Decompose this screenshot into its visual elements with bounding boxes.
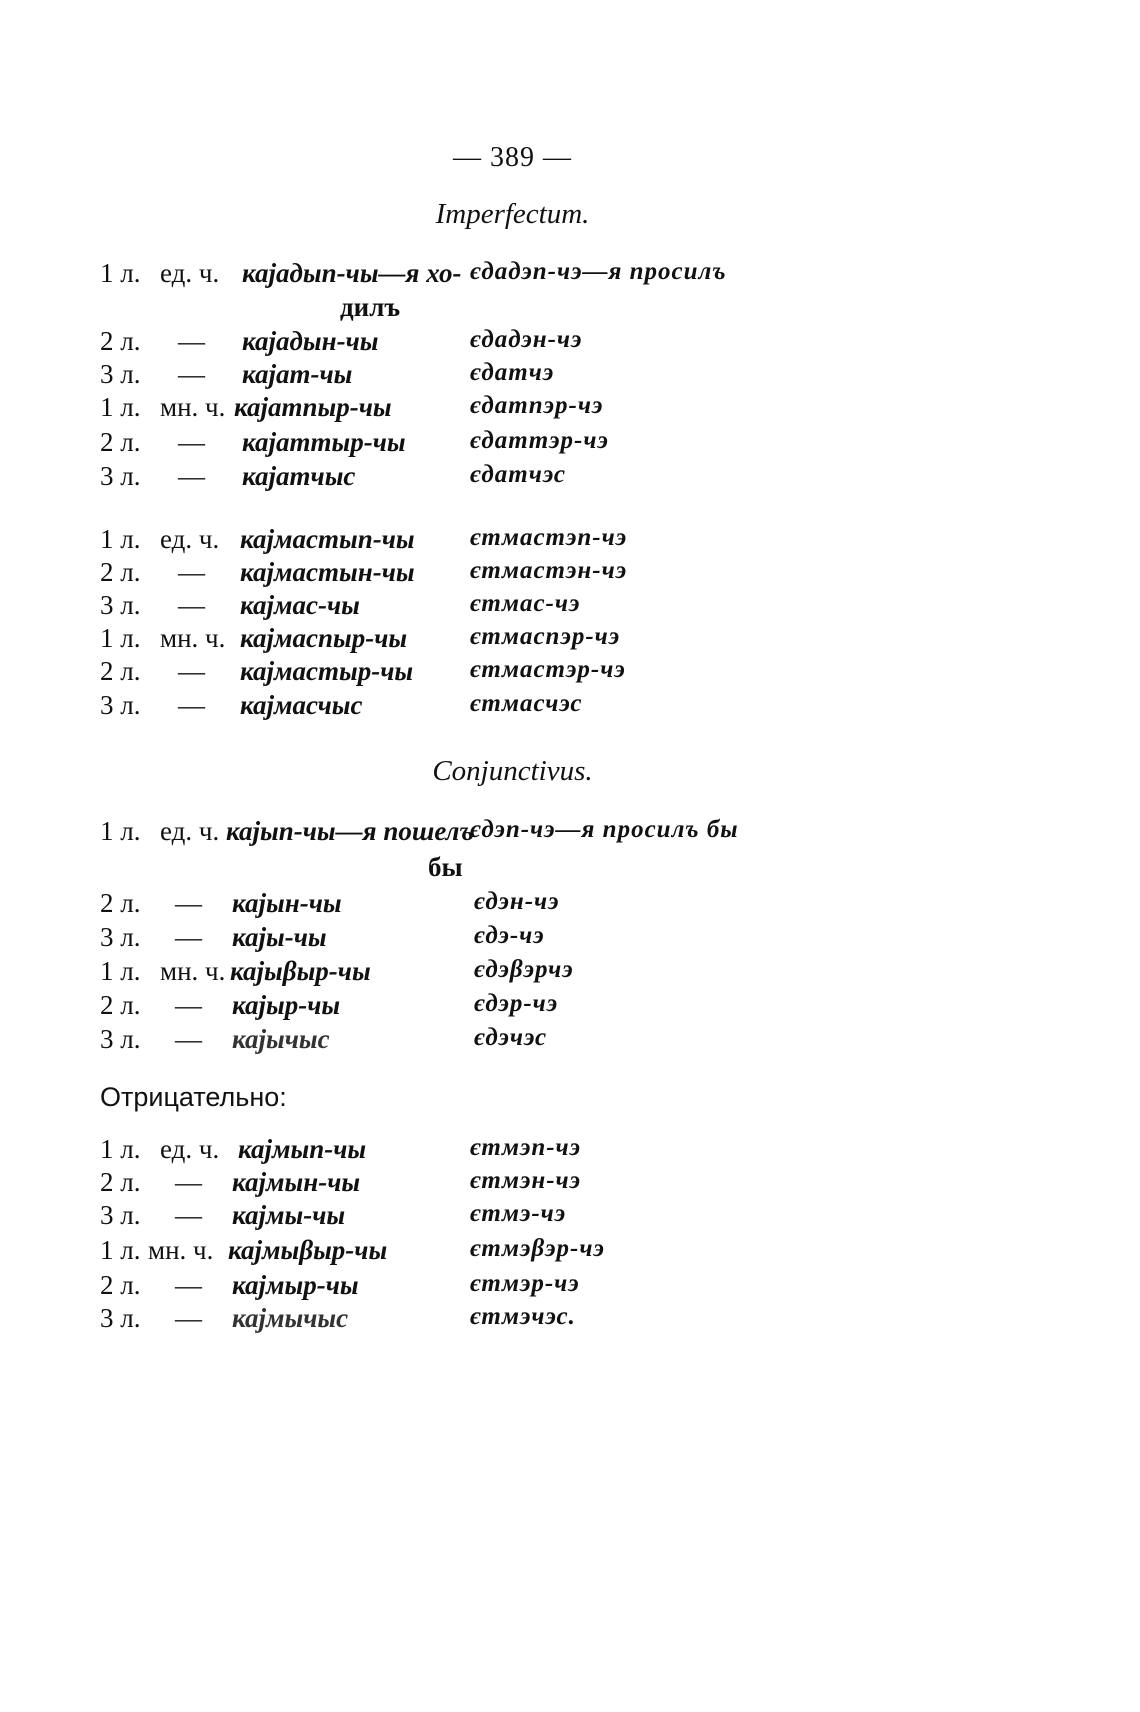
- number-cell: мн. ч.: [148, 1235, 214, 1265]
- person-cell: 2 л.: [100, 656, 141, 686]
- translit-cell: єтмэчэс.: [470, 1303, 576, 1330]
- verb-form-cell: каjып-чы—я пошелъ: [226, 816, 474, 846]
- translit-cell: єдатпэр-чэ: [470, 392, 604, 419]
- translit-cell: єтмэβэр-чэ: [470, 1235, 605, 1262]
- translit-cell: єтмасчэс: [470, 690, 583, 717]
- translit-cell: єтмастэп-чэ: [470, 524, 628, 551]
- continuation-text: дилъ: [340, 292, 401, 322]
- verb-form-cell: каjаттыр-чы: [242, 427, 406, 457]
- table-row: [0, 1134, 1140, 1168]
- table-row: [0, 623, 1140, 657]
- verb-form-cell: каjмын-чы: [232, 1167, 361, 1197]
- verb-form-cell: каjмасчыс: [240, 690, 363, 720]
- continuation-text: бы: [428, 852, 463, 882]
- number-cell: —: [178, 557, 205, 587]
- translit-cell: єдэчэс: [474, 1024, 548, 1051]
- person-cell: 3 л.: [100, 1303, 141, 1333]
- person-cell: 3 л.: [100, 690, 141, 720]
- translit-cell: єтмас-чэ: [470, 590, 581, 617]
- person-cell: 1 л.: [100, 1134, 141, 1164]
- person-cell: 1 л.: [100, 1235, 141, 1265]
- person-cell: 2 л.: [100, 990, 141, 1020]
- number-cell: —: [178, 326, 205, 356]
- translit-cell: єдадэн-чэ: [470, 326, 583, 353]
- number-cell: ед. ч.: [160, 816, 220, 846]
- table-row: [0, 524, 1140, 558]
- person-cell: 3 л.: [100, 1024, 141, 1054]
- person-cell: 2 л.: [100, 1167, 141, 1197]
- number-cell: —: [178, 427, 205, 457]
- person-cell: 2 л.: [100, 326, 141, 356]
- number-cell: —: [175, 922, 202, 952]
- number-cell: —: [175, 1303, 202, 1333]
- table-row: [0, 1024, 1140, 1058]
- page-number: — 389 —: [453, 142, 572, 173]
- verb-form-cell: каjатпыр-чы: [234, 392, 392, 422]
- translit-cell: єдэβэрчэ: [474, 956, 574, 983]
- table-row: [0, 359, 1140, 393]
- translit-cell: єдэн-чэ: [474, 888, 560, 915]
- person-cell: 3 л.: [100, 359, 141, 389]
- table-row: [0, 590, 1140, 624]
- number-cell: —: [178, 359, 205, 389]
- person-cell: 3 л.: [100, 461, 141, 491]
- table-row: [0, 326, 1140, 360]
- number-cell: —: [175, 1024, 202, 1054]
- translit-cell: єтмэ-чэ: [470, 1200, 567, 1227]
- verb-form-cell: каjычыс: [232, 1024, 330, 1054]
- table-row: [0, 956, 1140, 990]
- person-cell: 2 л.: [100, 1270, 141, 1300]
- translit-cell: єтмастэн-чэ: [470, 557, 628, 584]
- translit-cell: єтмэп-чэ: [470, 1134, 582, 1161]
- number-cell: —: [175, 990, 202, 1020]
- person-cell: 3 л.: [100, 590, 141, 620]
- number-cell: —: [175, 1167, 202, 1197]
- person-cell: 2 л.: [100, 557, 141, 587]
- verb-form-cell: каjыβыр-чы: [230, 956, 371, 986]
- person-cell: 2 л.: [100, 888, 141, 918]
- section-title-imperfectum: Imperfectum.: [435, 198, 590, 230]
- number-cell: мн. ч.: [160, 623, 226, 653]
- verb-form-cell: каjмыβыр-чы: [228, 1235, 388, 1265]
- person-cell: 3 л.: [100, 922, 141, 952]
- person-cell: 1 л.: [100, 392, 141, 422]
- verb-form-cell: каjын-чы: [232, 888, 342, 918]
- verb-form-cell: каjы-чы: [232, 922, 327, 952]
- table-row: [0, 1303, 1140, 1337]
- person-cell: 1 л.: [100, 258, 141, 288]
- number-cell: мн. ч.: [160, 956, 226, 986]
- verb-form-cell: каjмычыс: [232, 1303, 349, 1333]
- number-cell: —: [175, 1200, 202, 1230]
- person-cell: 2 л.: [100, 427, 141, 457]
- table-row: [0, 1200, 1140, 1234]
- verb-form-cell: каjмаспыр-чы: [240, 623, 408, 653]
- table-row: [0, 1270, 1140, 1304]
- verb-form-cell: каjадып-чы—я хо-: [242, 258, 462, 288]
- verb-form-cell: каjмастып-чы: [240, 524, 415, 554]
- person-cell: 1 л.: [100, 956, 141, 986]
- translit-cell: єдэ-чэ: [474, 922, 545, 949]
- verb-form-cell: каjатчыс: [242, 461, 356, 491]
- translit-cell: єдэр-чэ: [474, 990, 559, 1017]
- table-row: [0, 258, 1140, 292]
- number-cell: —: [178, 656, 205, 686]
- translit-cell: єдатчэ: [470, 359, 555, 386]
- section-label-negative: Отрицательно:: [100, 1082, 287, 1112]
- number-cell: —: [178, 461, 205, 491]
- table-row: [0, 690, 1140, 724]
- person-cell: 1 л.: [100, 623, 141, 653]
- table-row: [0, 461, 1140, 495]
- table-row: [0, 922, 1140, 956]
- number-cell: —: [178, 690, 205, 720]
- translit-cell: єтмаспэр-чэ: [470, 623, 621, 650]
- number-cell: —: [175, 888, 202, 918]
- table-row: [0, 392, 1140, 426]
- number-cell: —: [178, 590, 205, 620]
- person-cell: 3 л.: [100, 1200, 141, 1230]
- verb-form-cell: каjат-чы: [242, 359, 353, 389]
- verb-form-cell: каjмыр-чы: [232, 1270, 359, 1300]
- section-title-conjunctivus: Conjunctivus.: [432, 755, 593, 787]
- verb-form-cell: каjмастыр-чы: [240, 656, 414, 686]
- number-cell: ед. ч.: [160, 1134, 220, 1164]
- table-row: [0, 656, 1140, 690]
- translit-cell: єтмэр-чэ: [470, 1270, 580, 1297]
- table-row: [0, 816, 1140, 850]
- verb-form-cell: каjмып-чы: [238, 1134, 367, 1164]
- translit-cell: єдэп-чэ—я просилъ бы: [470, 816, 739, 843]
- verb-form-cell: каjыр-чы: [232, 990, 341, 1020]
- translit-cell: єдадэп-чэ—я просилъ: [470, 258, 727, 285]
- table-row: [0, 1167, 1140, 1201]
- number-cell: ед. ч.: [160, 524, 220, 554]
- translit-cell: єдаттэр-чэ: [470, 427, 609, 454]
- verb-form-cell: каjмы-чы: [232, 1200, 346, 1230]
- table-row: [0, 888, 1140, 922]
- table-row: [0, 427, 1140, 461]
- number-cell: —: [175, 1270, 202, 1300]
- table-row: [0, 1235, 1140, 1269]
- translit-cell: єтмэн-чэ: [470, 1167, 582, 1194]
- verb-form-cell: каjадын-чы: [242, 326, 379, 356]
- person-cell: 1 л.: [100, 524, 141, 554]
- translit-cell: єтмастэр-чэ: [470, 656, 626, 683]
- translit-cell: єдатчэс: [470, 461, 566, 488]
- number-cell: ед. ч.: [160, 258, 220, 288]
- verb-form-cell: каjмастын-чы: [240, 557, 415, 587]
- verb-form-cell: каjмас-чы: [240, 590, 360, 620]
- table-row: [0, 990, 1140, 1024]
- table-row: [0, 557, 1140, 591]
- person-cell: 1 л.: [100, 816, 141, 846]
- number-cell: мн. ч.: [160, 392, 226, 422]
